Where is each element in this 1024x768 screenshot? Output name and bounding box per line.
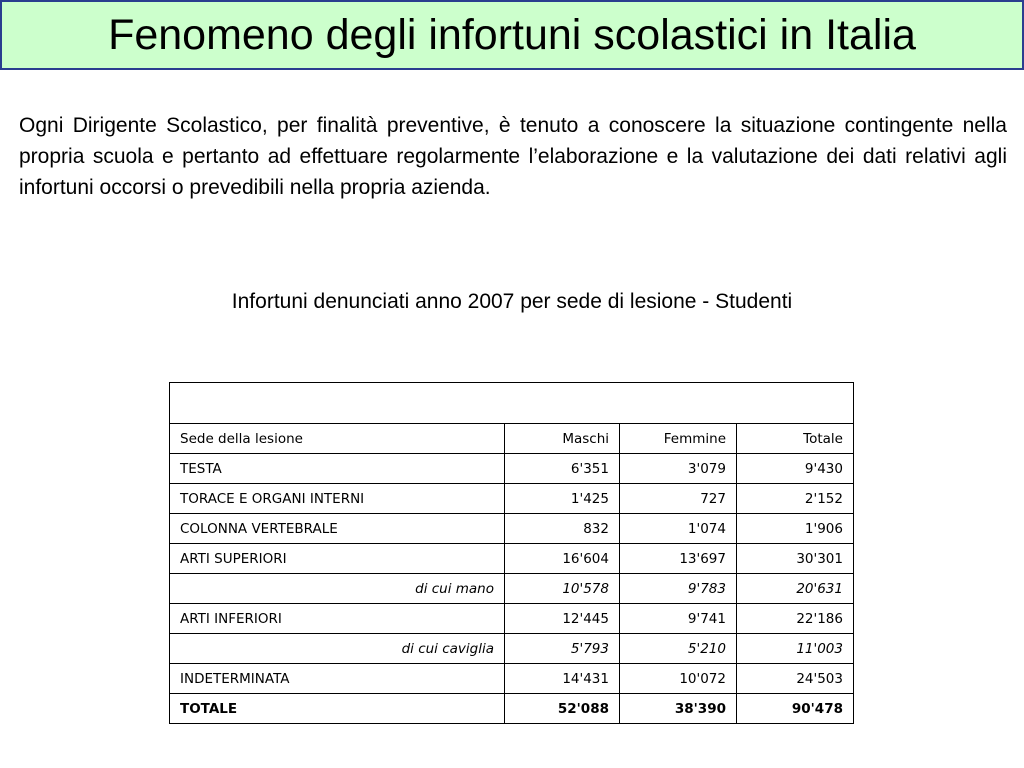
table-header-row (170, 424, 854, 454)
table-row (170, 544, 854, 574)
row-femmine: 9'783 (620, 574, 737, 604)
row-femmine: 9'741 (620, 604, 737, 634)
row-label: TORACE E ORGANI INTERNI (170, 484, 505, 514)
intro-paragraph: Ogni Dirigente Scolastico, per finalità preventive, è tenuto a conoscere la situazione contingente nella propria scuola e pertanto ad effettuare regolarmente l’elaborazione e la valutazione dei dati relativi agli infortuni occorsi o prevedibili nella propria azienda. (19, 114, 1007, 199)
table-subrow (170, 574, 854, 604)
row-maschi: 10'578 (505, 574, 620, 604)
row-label: ARTI INFERIORI (170, 604, 505, 634)
header-sede: Sede della lesione (170, 424, 505, 454)
row-totale: 90'478 (737, 694, 854, 724)
row-maschi: 16'604 (505, 544, 620, 574)
row-label: ARTI SUPERIORI (170, 544, 505, 574)
table-blank-row (170, 383, 854, 424)
title-bar (0, 0, 1024, 70)
table-row (170, 484, 854, 514)
row-femmine: 727 (620, 484, 737, 514)
row-totale: 24'503 (737, 664, 854, 694)
page-title: Fenomeno degli infortuni scolastici in Italia (108, 10, 916, 59)
row-maschi: 52'088 (505, 694, 620, 724)
table-total-row (170, 694, 854, 724)
row-femmine: 3'079 (620, 454, 737, 484)
row-femmine: 5'210 (620, 634, 737, 664)
row-maschi: 12'445 (505, 604, 620, 634)
table-row (170, 604, 854, 634)
row-label: INDETERMINATA (170, 664, 505, 694)
header-maschi: Maschi (505, 424, 620, 454)
row-maschi: 832 (505, 514, 620, 544)
row-totale: 22'186 (737, 604, 854, 634)
table-caption: Infortuni denunciati anno 2007 per sede di lesione - Studenti (231, 290, 793, 313)
row-label: COLONNA VERTEBRALE (170, 514, 505, 544)
row-totale: 11'003 (737, 634, 854, 664)
row-totale: 9'430 (737, 454, 854, 484)
table-row (170, 454, 854, 484)
row-maschi: 1'425 (505, 484, 620, 514)
row-femmine: 13'697 (620, 544, 737, 574)
header-totale: Totale (737, 424, 854, 454)
row-maschi: 5'793 (505, 634, 620, 664)
row-totale: 2'152 (737, 484, 854, 514)
row-femmine: 10'072 (620, 664, 737, 694)
row-label: TESTA (170, 454, 505, 484)
table-subrow (170, 634, 854, 664)
header-femmine: Femmine (620, 424, 737, 454)
row-totale: 1'906 (737, 514, 854, 544)
table-row (170, 664, 854, 694)
row-maschi: 14'431 (505, 664, 620, 694)
row-label: di cui caviglia (170, 634, 505, 664)
injuries-table (169, 382, 854, 724)
row-maschi: 6'351 (505, 454, 620, 484)
row-totale: 20'631 (737, 574, 854, 604)
row-label: di cui mano (170, 574, 505, 604)
row-label: TOTALE (170, 694, 505, 724)
row-femmine: 1'074 (620, 514, 737, 544)
row-totale: 30'301 (737, 544, 854, 574)
table-row (170, 514, 854, 544)
row-femmine: 38'390 (620, 694, 737, 724)
table-blank-cell (170, 383, 854, 424)
